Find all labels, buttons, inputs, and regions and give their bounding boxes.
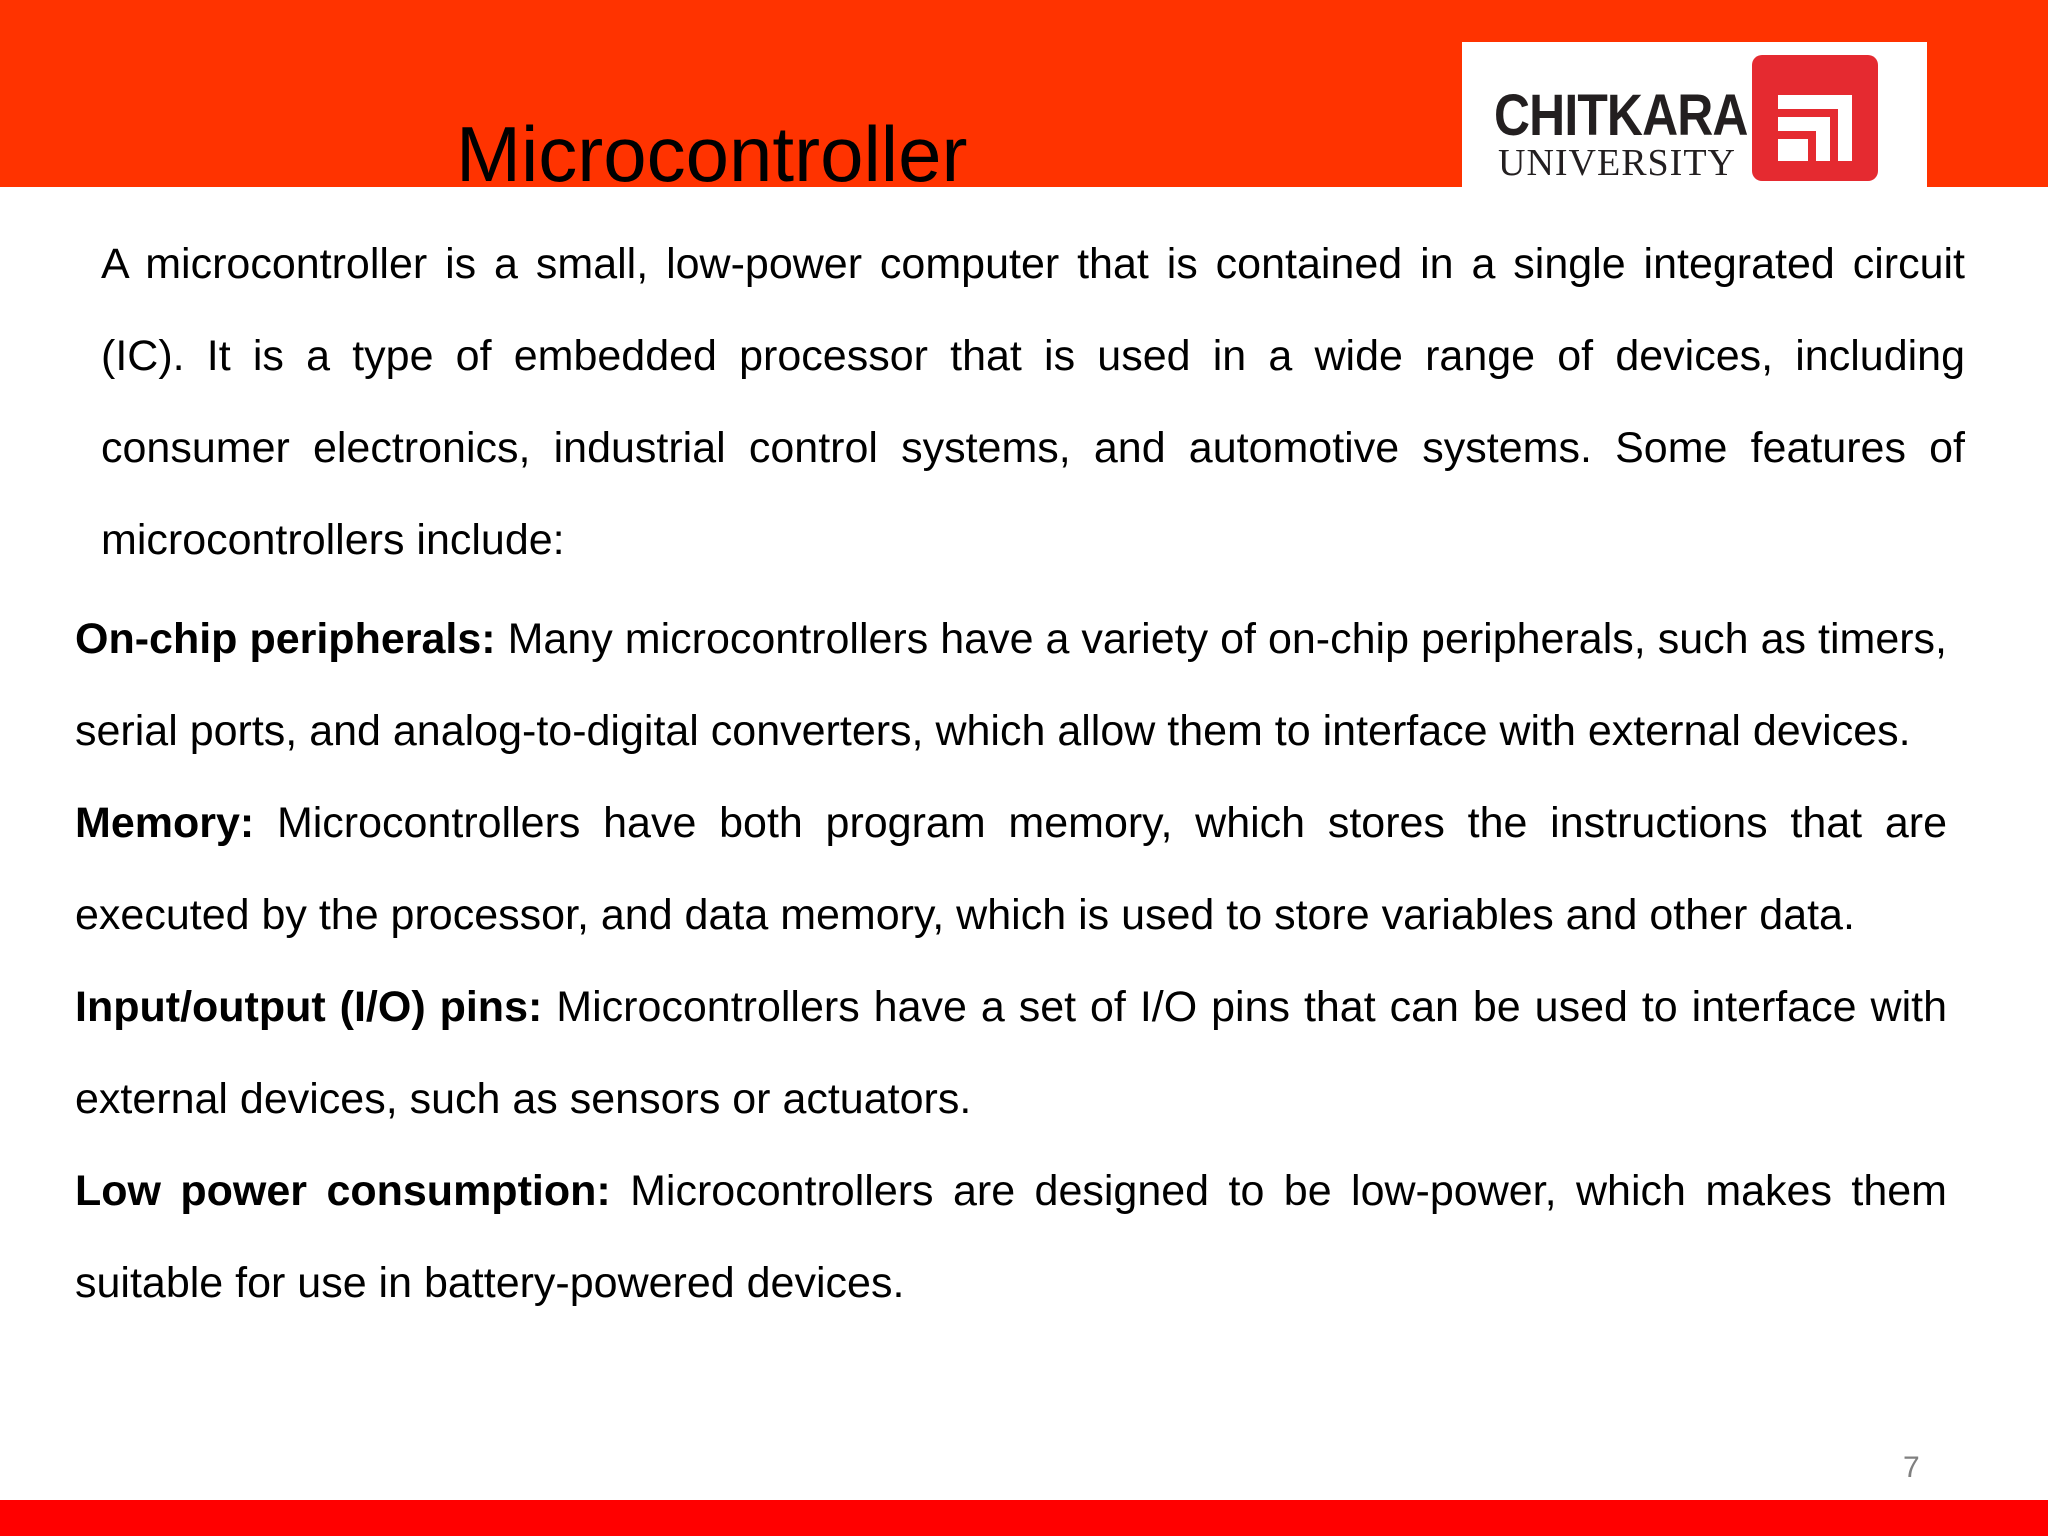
feature-description: Microcontrollers have a set of I/O pins that can be used to interface with external devices, such as sensors or actuators. [75, 983, 1947, 1123]
intro-paragraph: A microcontroller is a small, low-power computer that is contained in a single integrated circuit (IC). It is a type of embedded processor that is used in a wide range of devices, including consumer electronics, industrial control systems, and automotive systems. Some features of microcontrollers include: [101, 240, 1965, 564]
feature-term: Memory: [75, 799, 255, 847]
feature-io-pins [75, 961, 1947, 1145]
footer-bar [0, 1500, 2048, 1536]
feature-term: Low power consumption: [75, 1167, 611, 1215]
feature-description: Microcontrollers are designed to be low-power, which makes them suitable for use in battery-powered devices. [75, 1167, 1947, 1307]
feature-term: On-chip peripherals: [75, 615, 496, 663]
feature-term: Input/output (I/O) pins: [75, 983, 543, 1031]
university-logo [1462, 42, 1927, 187]
page-number: 7 [1903, 1451, 1920, 1484]
feature-description: Microcontrollers have both program memory, which stores the instructions that are executed by the processor, and data memory, which is used to store variables and other data. [75, 799, 1947, 939]
logo-subtitle: UNIVERSITY [1498, 142, 1736, 184]
feature-low-power [75, 1145, 1947, 1329]
chitkara-logo-mark-icon [1752, 55, 1878, 181]
slide-title: Microcontroller [456, 110, 968, 199]
feature-on-chip-peripherals [75, 593, 1947, 777]
feature-description: Many microcontrollers have a variety of on-chip peripherals, such as timers, serial ports, and analog-to-digital converters, which allow them to interface with external devices. [75, 615, 1947, 755]
logo-wordmark: CHITKARA [1494, 83, 1748, 148]
feature-list [75, 593, 1947, 1329]
feature-memory [75, 777, 1947, 961]
